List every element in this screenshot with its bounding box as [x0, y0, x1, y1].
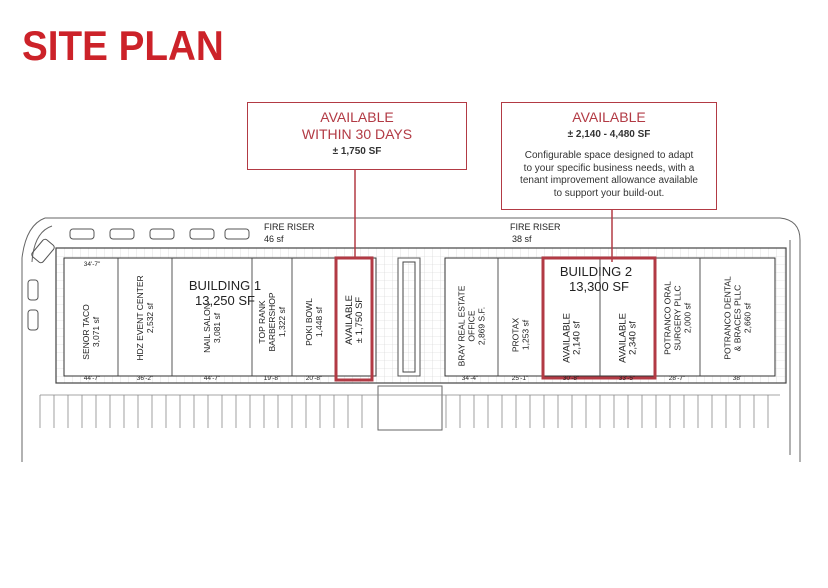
fire-riser-label: FIRE RISER — [264, 222, 315, 232]
building-2-sf: 13,300 SF — [569, 279, 629, 294]
parked-car — [110, 229, 134, 239]
unit-label-line: & BRACES PLLC — [732, 284, 743, 352]
unit-label-line: AVAILABLE — [344, 295, 355, 345]
parked-cars-row — [70, 229, 249, 239]
unit-label-line: 2,000 sf — [682, 302, 693, 334]
unit-label-line: 1,322 sf — [277, 306, 287, 338]
dimension-label: 28'-7" — [668, 375, 686, 382]
unit-label-line: PROTAX — [510, 317, 521, 353]
unit-label-line: POTRANCO DENTAL — [722, 276, 733, 360]
unit-label-line: NAIL SALON — [202, 303, 212, 353]
unit-label-line: OFFICE — [466, 310, 477, 342]
unit-label-line: 2,140 sf — [571, 321, 583, 355]
unit-label-line: BARBERSHOP — [267, 292, 277, 352]
unit-label-line: 2,340 sf — [627, 321, 639, 355]
building-2-name: BUILDING 2 — [559, 264, 633, 279]
unit-label-line: 3,071 sf — [91, 316, 101, 348]
parked-cars-left — [28, 238, 55, 330]
dimension-label: 36'-2" — [136, 375, 154, 382]
unit-label-line: 3,081 sf — [212, 312, 222, 344]
unit-label-line: 2,869 S.F. — [476, 306, 487, 346]
callout-heading-line2: WITHIN 30 DAYS — [301, 126, 413, 142]
page-title: SITE PLAN — [22, 22, 224, 69]
callout-heading-line1: AVAILABLE — [320, 109, 394, 125]
unit-label-line: TOP RANK — [257, 300, 267, 344]
building-1-name: BUILDING 1 — [188, 278, 262, 293]
callout-square-footage: ± 1,750 SF — [332, 146, 382, 157]
unit-label-line: SENOR TACO — [81, 304, 91, 360]
building-1-sf: 13,250 SF — [195, 293, 255, 308]
unit-label-line: AVAILABLE — [561, 313, 573, 363]
unit-label-line: HDZ EVENT CENTER — [135, 275, 145, 361]
dimension-label: 38' — [732, 375, 742, 382]
callout-description-line: tenant improvement allowance available — [520, 175, 698, 186]
parked-car — [225, 229, 249, 239]
callout-heading: AVAILABLE — [572, 109, 646, 125]
unit-label-line: BRAY REAL ESTATE — [456, 285, 467, 367]
unit-label-line: SURGERY PLLC — [672, 285, 683, 351]
unit-label-line: ± 1,750 SF — [354, 296, 365, 344]
fire-riser-1 — [264, 222, 315, 244]
dimension-label: 33'-5" — [618, 375, 636, 382]
dimension-label: 34'-7" — [83, 261, 101, 268]
unit-label — [511, 318, 531, 353]
fire-riser-label: FIRE RISER — [510, 222, 561, 232]
callout-description-line: to support your build-out. — [553, 187, 665, 199]
parked-car — [70, 229, 94, 239]
fire-riser-sf: 38 sf — [512, 234, 532, 244]
callout-description-line: to your specific business needs, with a — [523, 162, 695, 174]
unit-label — [344, 295, 365, 345]
callout-description-line: Configurable space designed to adapt — [524, 150, 694, 161]
callout-square-footage: ± 2,140 - 4,480 SF — [567, 129, 651, 140]
unit-label-line: POKI BOWL — [304, 298, 314, 346]
dimension-label: 34'-4" — [461, 375, 479, 382]
parking-stalls — [40, 395, 780, 428]
unit-label-line: 1,253 sf — [520, 319, 531, 351]
unit-label-line: 1,448 sf — [314, 306, 324, 338]
unit-label-line: POTRANCO ORAL — [662, 281, 673, 355]
dimension-label: 44'-7" — [83, 375, 101, 382]
dimension-label: 20'-8" — [305, 375, 323, 382]
parked-car — [150, 229, 174, 239]
unit-label-line: 2,660 sf — [742, 302, 753, 334]
parked-car — [190, 229, 214, 239]
fire-riser-2 — [510, 222, 561, 244]
unit-label-line: AVAILABLE — [617, 313, 629, 363]
dimension-label: 30'-8" — [562, 375, 580, 382]
dimension-label: 25'-1" — [511, 375, 529, 382]
fire-riser-sf: 46 sf — [264, 234, 284, 244]
unit-label-line: 2,532 sf — [145, 302, 155, 334]
dimension-label: 19'-8" — [263, 375, 281, 382]
dimension-label: 44'-7" — [203, 375, 221, 382]
